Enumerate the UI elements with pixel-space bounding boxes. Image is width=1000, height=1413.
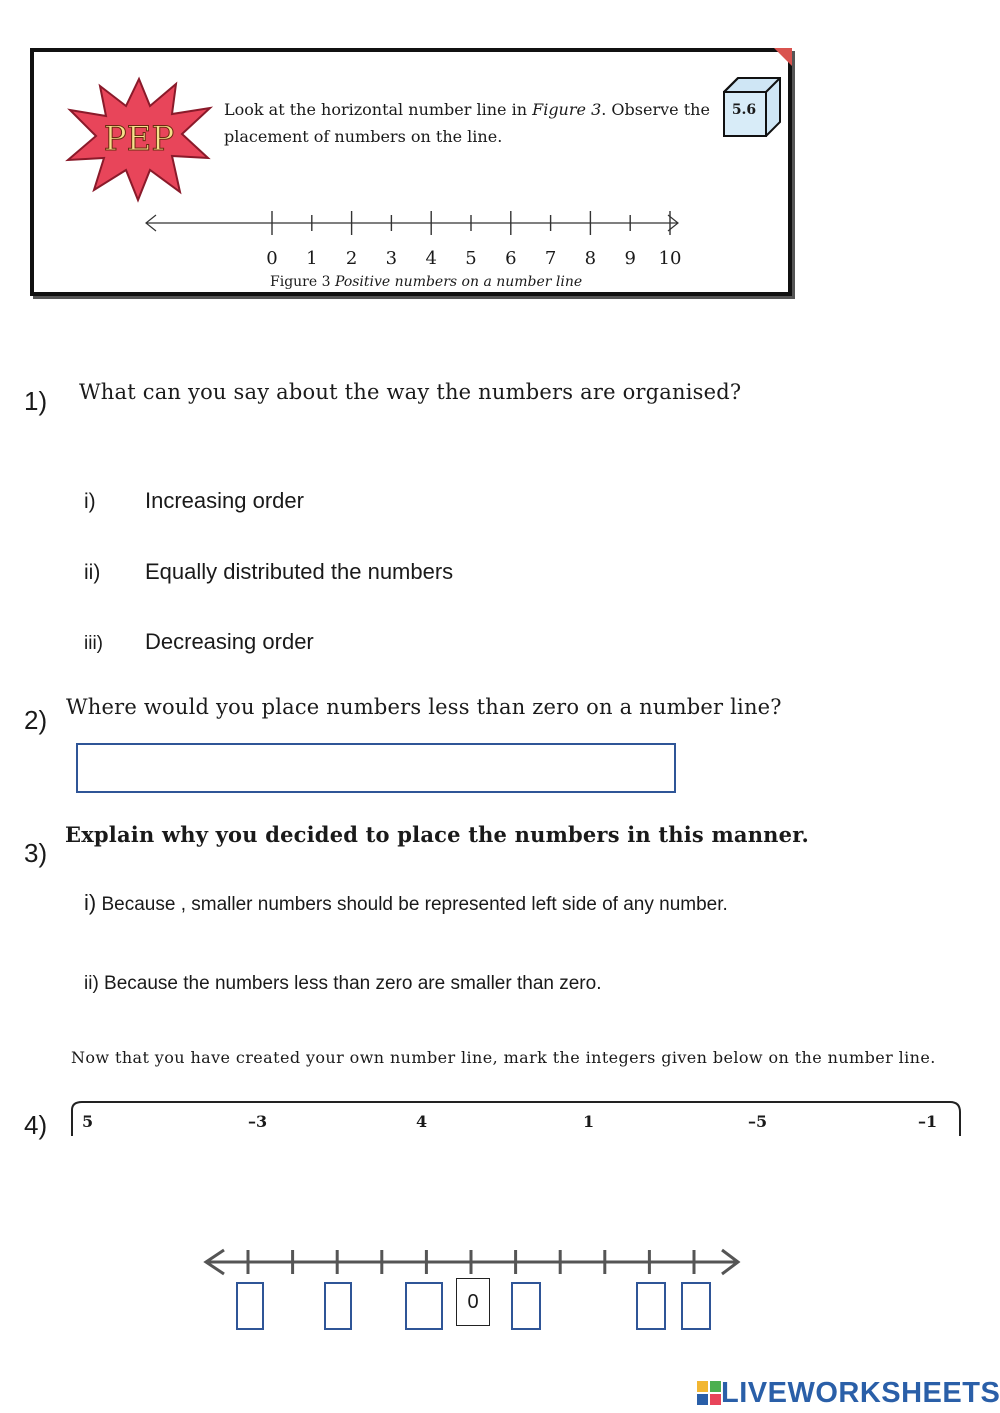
tick-label: 6 bbox=[505, 248, 517, 269]
number-line-figure bbox=[142, 208, 682, 238]
reason-2: ii) Because the numbers less than zero are smaller than zero. bbox=[84, 973, 602, 994]
question-3-number: 3) bbox=[24, 838, 48, 868]
question-1-text: What can you say about the way the numbers are organised? bbox=[79, 380, 742, 404]
tick-label: 10 bbox=[658, 248, 682, 269]
answer-drop-box[interactable] bbox=[324, 1282, 352, 1330]
integer-value[interactable]: 1 bbox=[583, 1112, 595, 1131]
option-1-text[interactable]: Increasing order bbox=[145, 488, 304, 513]
integer-value[interactable]: –3 bbox=[248, 1112, 268, 1131]
integer-value[interactable]: –1 bbox=[918, 1112, 938, 1131]
brand-name: LIVEWORKSHEETS bbox=[721, 1376, 1000, 1409]
integer-value[interactable]: 5 bbox=[82, 1112, 94, 1131]
option-2-number: ii) bbox=[84, 561, 101, 584]
option-3-text[interactable]: Decreasing order bbox=[145, 629, 314, 654]
tick-label: 7 bbox=[544, 248, 557, 269]
tick-label: 9 bbox=[624, 248, 636, 269]
section-badge: 5.6 bbox=[731, 102, 757, 118]
question-4-intro: Now that you have created your own number line, mark the integers given below on the number line. bbox=[71, 1048, 936, 1067]
liveworksheets-logo bbox=[697, 1376, 1000, 1410]
answer-drop-box[interactable] bbox=[636, 1282, 666, 1330]
question-1-number: 1) bbox=[24, 386, 48, 416]
figure-caption: Figure 3 Positive numbers on a number line bbox=[270, 274, 583, 290]
intro-text: Look at the horizontal number line in Figure 3. Observe the placement of numbers on the line. bbox=[224, 100, 710, 146]
tick-label: 0 bbox=[266, 248, 278, 269]
integer-value[interactable]: 4 bbox=[416, 1112, 428, 1131]
answer-drop-box[interactable] bbox=[511, 1282, 541, 1330]
pep-label: PEP bbox=[103, 119, 175, 159]
option-1-number: i) bbox=[84, 490, 96, 513]
tick-label: 4 bbox=[425, 248, 437, 269]
integers-bracket bbox=[64, 1100, 964, 1138]
question-2-number: 2) bbox=[24, 705, 48, 735]
tick-label: 8 bbox=[584, 248, 597, 269]
reason-1: i) Because , smaller numbers should be represented left side of any number. bbox=[84, 890, 728, 915]
figure-ref: Figure 3 bbox=[532, 100, 602, 119]
tick-label: 5 bbox=[465, 248, 477, 269]
option-3-number: iii) bbox=[84, 633, 103, 654]
pep-burst-icon bbox=[64, 74, 214, 204]
tick-label: 3 bbox=[385, 248, 398, 269]
question-3-text: Explain why you decided to place the numbers in this manner. bbox=[65, 822, 810, 847]
pep-activity-box bbox=[30, 48, 792, 296]
zero-label-box: 0 bbox=[456, 1278, 490, 1326]
logo-grid-icon bbox=[697, 1381, 721, 1405]
answer-drop-box[interactable] bbox=[405, 1282, 443, 1330]
question-4-number: 4) bbox=[24, 1110, 48, 1140]
tick-label: 1 bbox=[306, 248, 318, 269]
question-2-answer-input[interactable] bbox=[76, 743, 676, 793]
question-2-text: Where would you place numbers less than zero on a number line? bbox=[66, 695, 782, 719]
answer-drop-box[interactable] bbox=[681, 1282, 711, 1330]
answer-drop-box[interactable] bbox=[236, 1282, 264, 1330]
tick-label: 2 bbox=[345, 248, 358, 269]
integer-value[interactable]: –5 bbox=[748, 1112, 768, 1131]
option-2-text[interactable]: Equally distributed the numbers bbox=[145, 559, 454, 584]
corner-tab bbox=[774, 48, 792, 66]
